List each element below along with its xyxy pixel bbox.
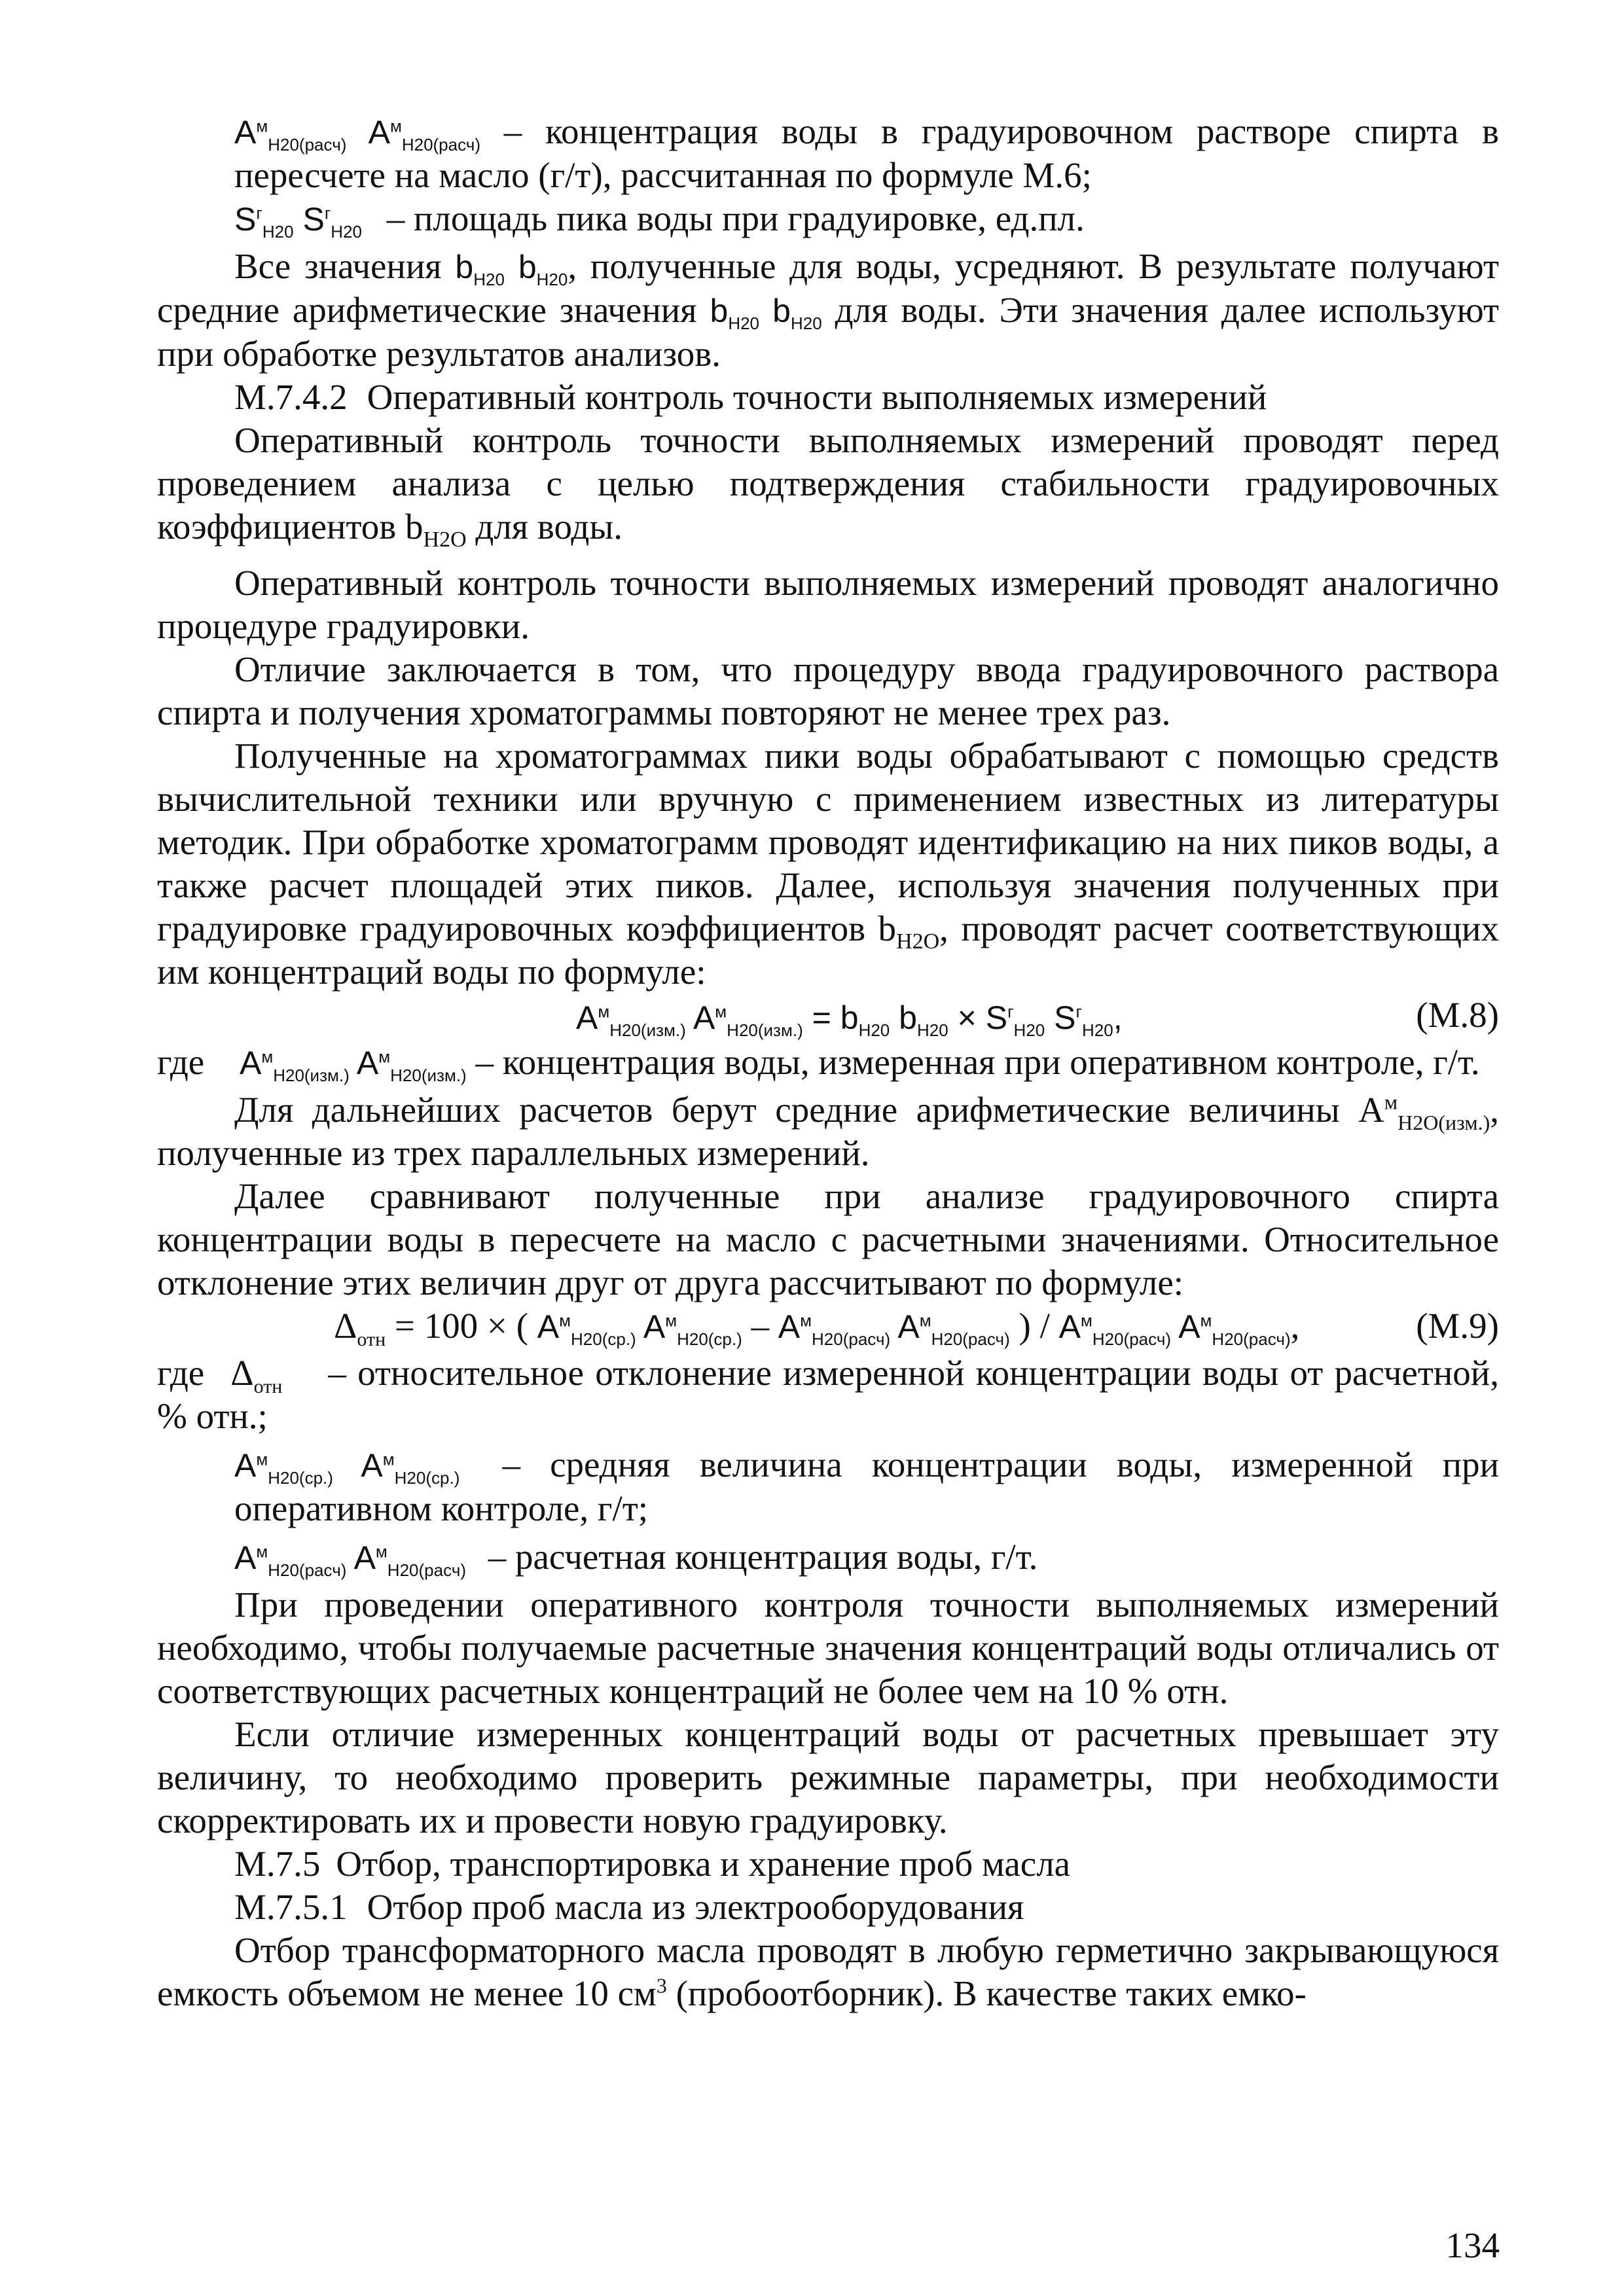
paragraph-if-exceeds: Если отличие измеренных концентраций воды от расчетных превышает эту величину, то необходимо проверить режимные параметры, при необходимости скорректировать их и провести новую градуировку. bbox=[157, 1714, 1499, 1840]
paragraph-compare: Далее сравнивают полученные при анализе градуировочного спирта концентрации воды в пересчете на масло с расчетными значениями. Относительное отклонение этих величин друг от друга рассчитывают по формуле: bbox=[157, 1176, 1499, 1302]
definition-s-area: $S^г_{H20}$ $S^г_{H20}$ – площадь пика воды при градуировке, ед.пл. bbox=[234, 198, 1085, 242]
where-m8: где $A^м_{H20(изм.)}$ $A^м_{H20(изм.)}$ – концентрация воды, измеренная при оперативном контроле, г/т. bbox=[157, 1042, 1480, 1085]
symbol-b: $b_{H20}$ $b_{H20}$ bbox=[710, 293, 822, 333]
symbol-a-meas: $A^м_{H20(изм.)}$ $A^м_{H20(изм.)}$ bbox=[239, 1045, 467, 1085]
symbol-a-calc: $A^м_{H20(расч)}$ $A^м_{H20(расч)}$ bbox=[234, 114, 481, 154]
equation-m8 bbox=[157, 994, 1499, 1041]
paragraph-operative-control: Оперативный контроль точности выполняемых измерений проводят перед проведением анализа с целью подтверждения стабильности градуировочных коэффициентов $b_{H2O}$ для воды. bbox=[157, 420, 1499, 552]
section-heading-m751: М.7.5.1 Отбор проб масла из электрооборудования bbox=[234, 1887, 1024, 1927]
paragraph-b-values: Все значения $b_{H20}$ $b_{H20}$, полученные для воды, усредняют. В результате получают средние арифметические значения $b_{H20}$ $b_{H20}$ для воды. Эти значения далее используют при обработке результатов анализов. bbox=[157, 246, 1500, 374]
symbol-s: $S^г_{H20}$ $S^г_{H20}$ bbox=[234, 201, 362, 242]
symbol-b: $b_{H20}$ $b_{H20}$ bbox=[455, 249, 568, 289]
definition-a-calc-2: $A^м_{H20(расч)}$ $A^м_{H20(расч)}$ – расчетная концентрация воды, г/т. bbox=[234, 1537, 1038, 1580]
section-heading-m742: М.7.4.2 Оперативный контроль точности выполняемых измерений bbox=[234, 377, 1267, 417]
page-number: 134 bbox=[1445, 2225, 1500, 2265]
paragraph-averages: Для дальнейших расчетов берут средние арифметические величины $А^м_{H2O(изм.)}$, полученные из трех параллельных измерений. bbox=[157, 1090, 1499, 1173]
definition-a-calc: $A^м_{H20(расч)}$ $A^м_{H20(расч)}$ – концентрация воды в градуировочном растворе спирта в пересчете на масло (г/т), рассчитанная по формуле М.6; bbox=[234, 111, 1499, 195]
formula-m9: $\Delta_{отн} = 100$ × ( $A^м_{H20(ср.)}$ $A^м_{H20(ср.)} - A^м_{H20(расч)}$ $A^м_{H20(расч)}$ ) / $A^м_{H20(расч)}$ $A^м_{H20(расч)}$, bbox=[334, 1306, 1300, 1350]
paragraph-peaks: Полученные на хроматограммах пики воды обрабатывают с помощью средств вычислительной техники или вручную с применением известных из литературы методик. При обработке хроматограмм проводят идентификацию на них пиков воды, а также расчет площадей этих пиков. Далее, используя значения полученных при градуировке градуировочных коэффициентов $b_{H2O}$, проводят расчет соответствующих им концентраций воды по формуле: bbox=[157, 736, 1499, 992]
section-heading-m75: М.7.5 Отбор, транспортировка и хранение проб масла bbox=[234, 1844, 1071, 1884]
page-body bbox=[157, 110, 1499, 2015]
paragraph-sampling: Отбор трансформаторного масла проводят в любую герметично закрывающуюся емкость объемом не менее 10 $см^3$ (пробоотборник). В качестве таких емко- bbox=[157, 1930, 1499, 2013]
equation-number-m9: (М.9) bbox=[1416, 1306, 1499, 1346]
paragraph-control-requirement: При проведении оперативного контроля точности выполняемых измерений необходимо, чтобы получаемые расчетные значения концентраций воды отличались от соответствующих расчетных концентраций не более чем на 10 % отн. bbox=[157, 1585, 1499, 1711]
equation-number-m8: (М.8) bbox=[1416, 995, 1499, 1035]
where-m9: где $\Delta_{отн}$ – относительное отклонение измеренной концентрации воды от расчетной, % отн.; bbox=[157, 1353, 1499, 1436]
formula-m8: $A^м_{H20(изм.)}$ $A^м_{H20(изм.)} = b_{H20}$ $b_{H20} \times S^г_{H20}$ $S^г_{H20}$, bbox=[576, 999, 1123, 1040]
paragraph-difference: Отличие заключается в том, что процедуру ввода градуировочного раствора спирта и получения хроматограммы повторяют не менее трех раз. bbox=[157, 649, 1499, 732]
definition-a-avg: $A^м_{H20(ср.)}$ $A^м_{H20(ср.)}$ – средняя величина концентрации воды, измеренной при оперативном контроле, г/т; bbox=[234, 1444, 1499, 1528]
paragraph-analogous: Оперативный контроль точности выполняемых измерений проводят аналогично процедуре градуировки. bbox=[157, 563, 1499, 646]
equation-m9 bbox=[157, 1304, 1499, 1352]
